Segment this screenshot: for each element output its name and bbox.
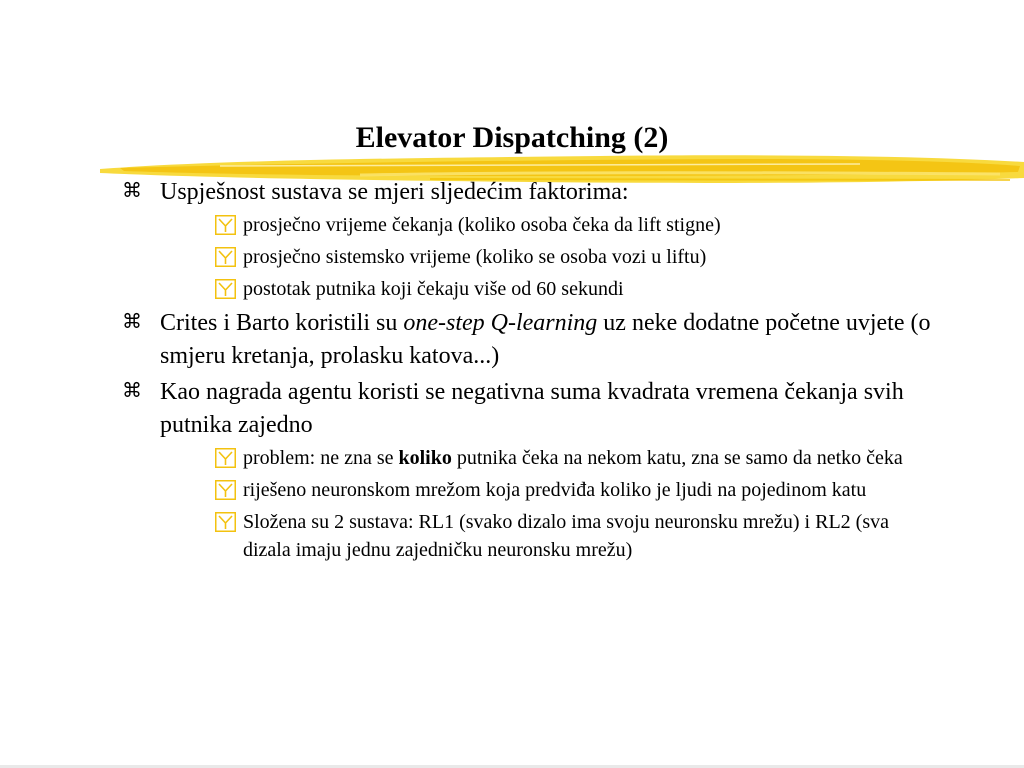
bullet-item: [120, 376, 940, 564]
slide-title: Elevator Dispatching (2): [355, 121, 669, 154]
bullet-text: Uspješnost sustava se mjeri sljedećim faktorima:: [160, 179, 629, 205]
sub-bullet-text-after: putnika čeka na nekom katu, zna se samo da netko čeka: [451, 447, 903, 469]
sub-bullet-text: postotak putnika koji čekaju više od 60 sekundi: [243, 278, 624, 300]
sub-bullet-text-bold: koliko: [398, 447, 452, 469]
command-icon: ⌘: [122, 180, 142, 202]
sub-bullet-item: [203, 476, 940, 504]
command-icon: ⌘: [122, 311, 142, 333]
bullet-text: Kao nagrada agentu koristi se negativna suma kvadrata vremena čekanja svih putnika zajedno: [160, 379, 904, 438]
sub-bullet-item: [203, 243, 940, 271]
sub-bullet-list: [160, 444, 940, 564]
checkbox-y-icon: [215, 279, 236, 299]
checkbox-y-icon: [215, 512, 236, 532]
bullet-list: [120, 176, 940, 568]
command-icon: ⌘: [122, 380, 142, 402]
sub-bullet-text: prosječno sistemsko vrijeme (koliko se osoba vozi u liftu): [243, 246, 707, 268]
sub-bullet-item: [203, 508, 940, 564]
sub-bullet-text-before: problem: ne zna se: [243, 447, 399, 469]
checkbox-y-icon: [215, 247, 236, 267]
sub-bullet-list: [160, 211, 940, 303]
sub-bullet-text: prosječno vrijeme čekanja (koliko osoba čeka da lift stigne): [243, 214, 721, 236]
bullet-text-italic: one-step Q-learning: [403, 310, 598, 336]
bullet-text-before: Crites i Barto koristili su: [160, 310, 404, 336]
checkbox-y-icon: [215, 480, 236, 500]
sub-bullet-item: [203, 444, 940, 472]
sub-bullet-text: Složena su 2 sustava: RL1 (svako dizalo ima svoju neuronsku mrežu) i RL2 (sva dizala imaju jednu zajedničku neuronsku mrežu): [243, 511, 889, 561]
checkbox-y-icon: [215, 448, 236, 468]
checkbox-y-icon: [215, 215, 236, 235]
bullet-item: [120, 176, 940, 303]
sub-bullet-text: riješeno neuronskom mrežom koja predviđa koliko je ljudi na pojedinom katu: [243, 479, 867, 501]
bullet-item: [120, 307, 940, 373]
bullet-text-after: uz neke dodatne početne uvjete (o smjeru kretanja, prolasku katova...): [160, 310, 931, 369]
sub-bullet-item: [203, 211, 940, 239]
sub-bullet-item: [203, 275, 940, 303]
